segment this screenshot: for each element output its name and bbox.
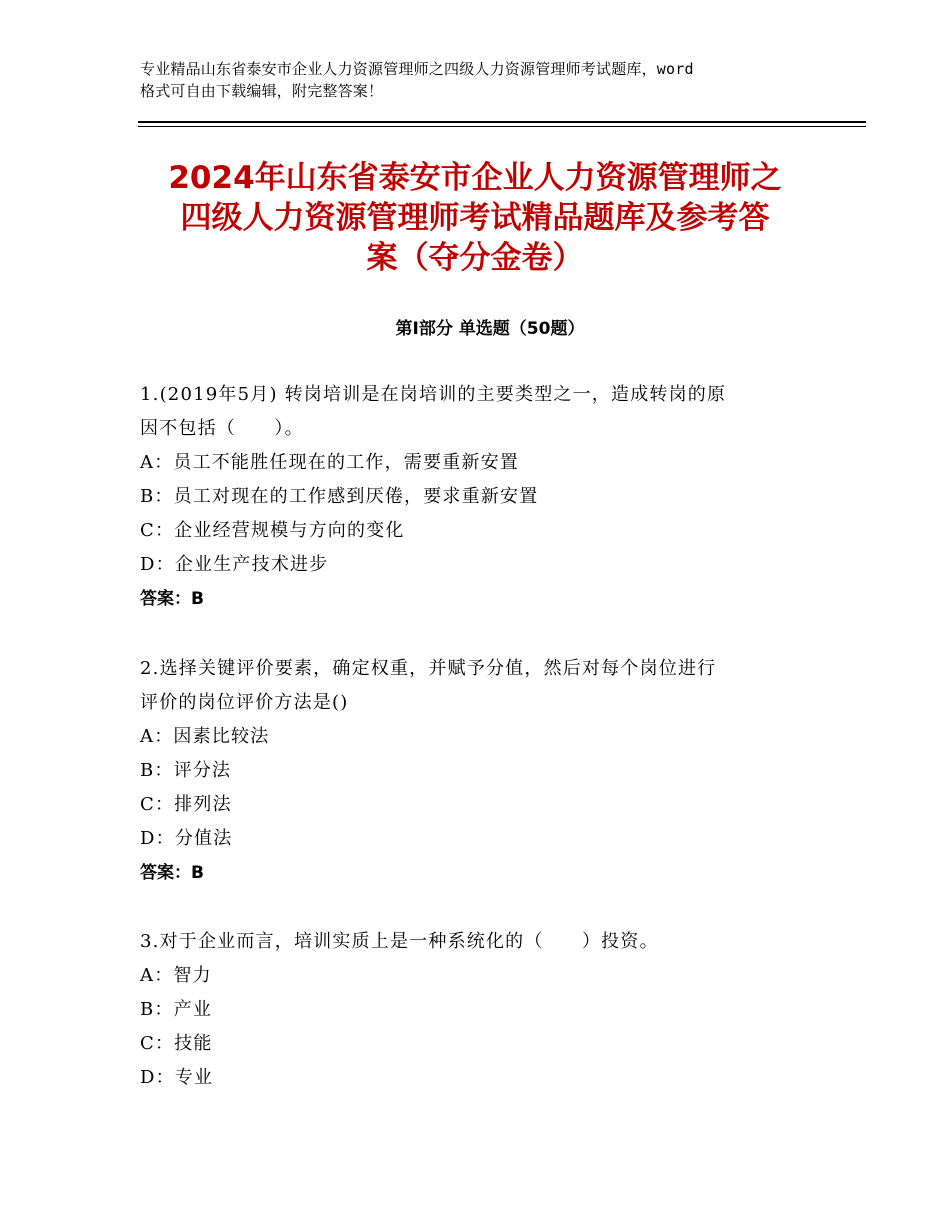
- answer: 答案：B: [140, 863, 204, 883]
- option-c: C：排列法: [140, 794, 232, 815]
- question-1: [140, 378, 820, 616]
- option-d: D：企业生产技术进步: [140, 554, 329, 575]
- option-c: C：企业经营规模与方向的变化: [140, 520, 405, 541]
- header-note-line: 专业精品山东省泰安市企业人力资源管理师之四级人力资源管理师考试题库，word: [140, 60, 694, 78]
- option-b: B：评分法: [140, 760, 232, 781]
- option-a: A：员工不能胜任现在的工作，需要重新安置: [140, 452, 519, 473]
- answer: 答案：B: [140, 589, 204, 609]
- question-text: 2.选择关键评价要素，确定权重，并赋予分值，然后对每个岗位进行: [140, 658, 717, 679]
- question-2: [140, 652, 820, 890]
- question-text: 3.对于企业而言，培训实质上是一种系统化的（ ）投资。: [140, 931, 659, 952]
- title-line: 四级人力资源管理师考试精品题库及参考答: [180, 200, 770, 236]
- option-d: D：专业: [140, 1067, 214, 1088]
- option-b: B：产业: [140, 999, 213, 1020]
- option-c: C：技能: [140, 1033, 213, 1054]
- title-line: 2024年山东省泰安市企业人力资源管理师之: [168, 160, 782, 196]
- option-a: A：因素比较法: [140, 726, 270, 747]
- title-line: 案（夺分金卷）: [366, 240, 584, 276]
- header-note: [140, 58, 840, 102]
- option-b: B：员工对现在的工作感到厌倦，要求重新安置: [140, 486, 539, 507]
- document-title: [130, 158, 820, 278]
- header-divider: [138, 121, 866, 123]
- question-text: 因不包括（ ）。: [140, 418, 304, 439]
- option-a: A：智力: [140, 965, 212, 986]
- header-divider-thin: [138, 126, 866, 127]
- section-heading: 第Ⅰ部分 单选题（50题）: [395, 319, 585, 339]
- header-note-line: 格式可自由下载编辑，附完整答案！: [140, 82, 384, 100]
- question-3: [140, 925, 820, 1095]
- question-text: 1.(2019年5月) 转岗培训是在岗培训的主要类型之一，造成转岗的原: [140, 384, 727, 405]
- question-text: 评价的岗位评价方法是(): [140, 692, 349, 713]
- option-d: D：分值法: [140, 828, 233, 849]
